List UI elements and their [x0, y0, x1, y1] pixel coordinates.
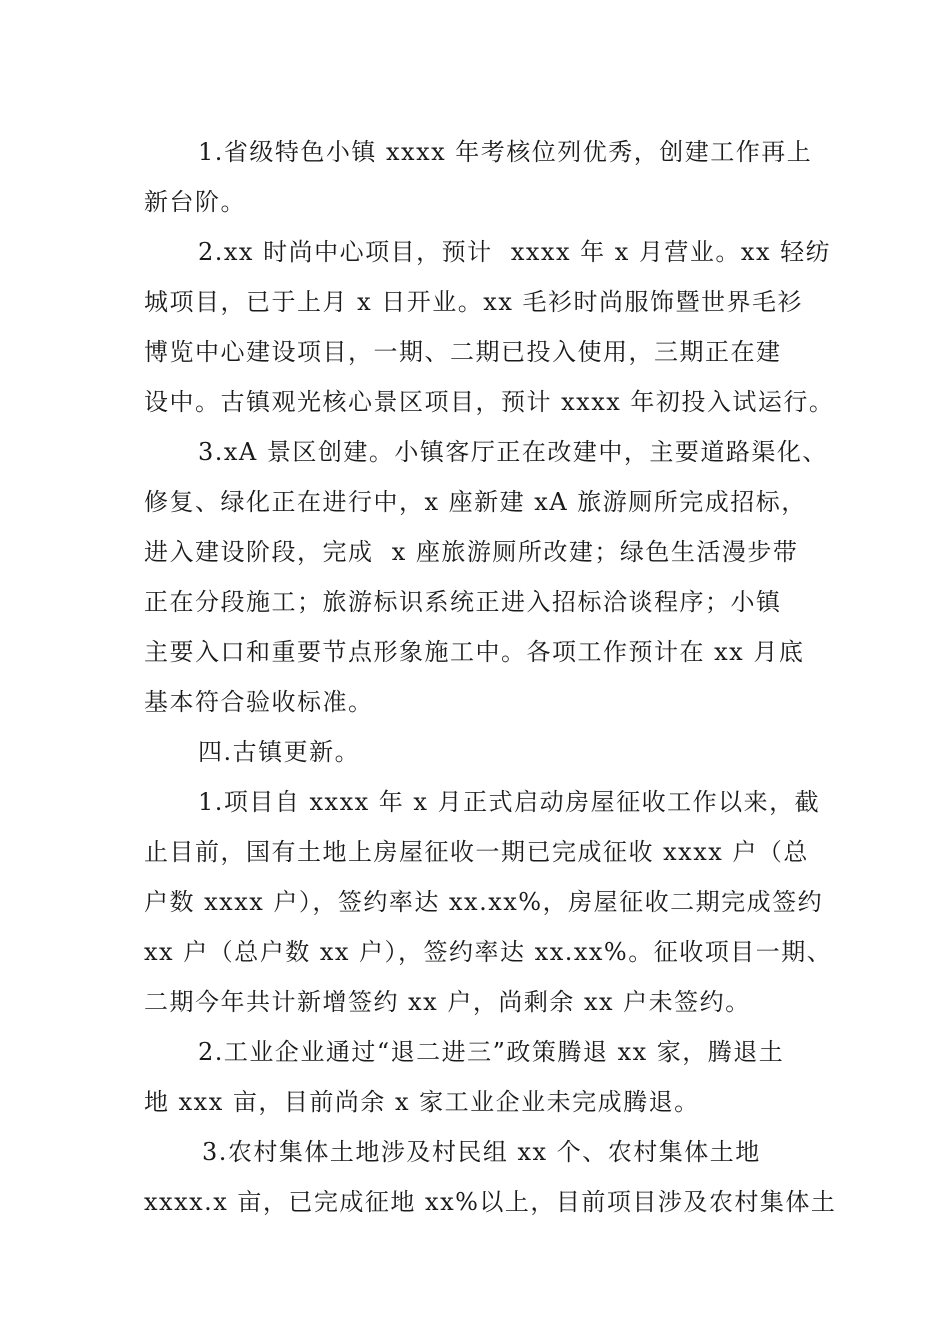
text-line: 设中。古镇观光核心景区项目，预计 xxxx 年初投入试运行。	[144, 388, 835, 416]
text-line: 新台阶。	[144, 188, 246, 216]
text-line: 1.项目自 xxxx 年 x 月正式启动房屋征收工作以来，截	[198, 788, 821, 816]
text-line: 3.xA 景区创建。小镇客厅正在改建中，主要道路渠化、	[198, 438, 828, 466]
text-line: 2.xx 时尚中心项目，预计 xxxx 年 x 月营业。xx 轻纺	[198, 238, 832, 266]
text-line: 3.农村集体土地涉及村民组 xx 个、农村集体土地	[202, 1138, 761, 1166]
text-line: 基本符合验收标准。	[144, 688, 374, 716]
text-line: 二期今年共计新增签约 xx 户，尚剩余 xx 户未签约。	[144, 988, 751, 1016]
text-line: 进入建设阶段，完成 x 座旅游厕所改建；绿色生活漫步带	[144, 538, 799, 566]
text-line: 户数 xxxx 户），签约率达 xx.xx%，房屋征收二期完成签约	[144, 888, 824, 916]
text-line: 地 xxx 亩，目前尚余 x 家工业企业未完成腾退。	[144, 1088, 700, 1116]
text-line: 主要入口和重要节点形象施工中。各项工作预计在 xx 月底	[144, 638, 805, 666]
text-line: 2.工业企业通过“退二进三”政策腾退 xx 家，腾退土	[198, 1038, 785, 1066]
text-line: xx 户（总户数 xx 户），签约率达 xx.xx%。征收项目一期、	[144, 938, 833, 966]
text-line: 城项目，已于上月 x 日开业。xx 毛衫时尚服饰暨世界毛衫	[144, 288, 803, 316]
text-line: 博览中心建设项目，一期、二期已投入使用，三期正在建	[144, 338, 782, 366]
text-line: 正在分段施工；旅游标识系统正进入招标洽谈程序；小镇	[144, 588, 782, 616]
text-line: xxxx.x 亩，已完成征地 xx%以上，目前项目涉及农村集体土	[144, 1188, 837, 1216]
text-line: 1.省级特色小镇 xxxx 年考核位列优秀，创建工作再上	[198, 138, 813, 166]
text-line: 止目前，国有土地上房屋征收一期已完成征收 xxxx 户（总	[144, 838, 809, 866]
section-heading: 四.古镇更新。	[198, 738, 361, 766]
text-line: 修复、绿化正在进行中，x 座新建 xA 旅游厕所完成招标，	[144, 488, 807, 516]
